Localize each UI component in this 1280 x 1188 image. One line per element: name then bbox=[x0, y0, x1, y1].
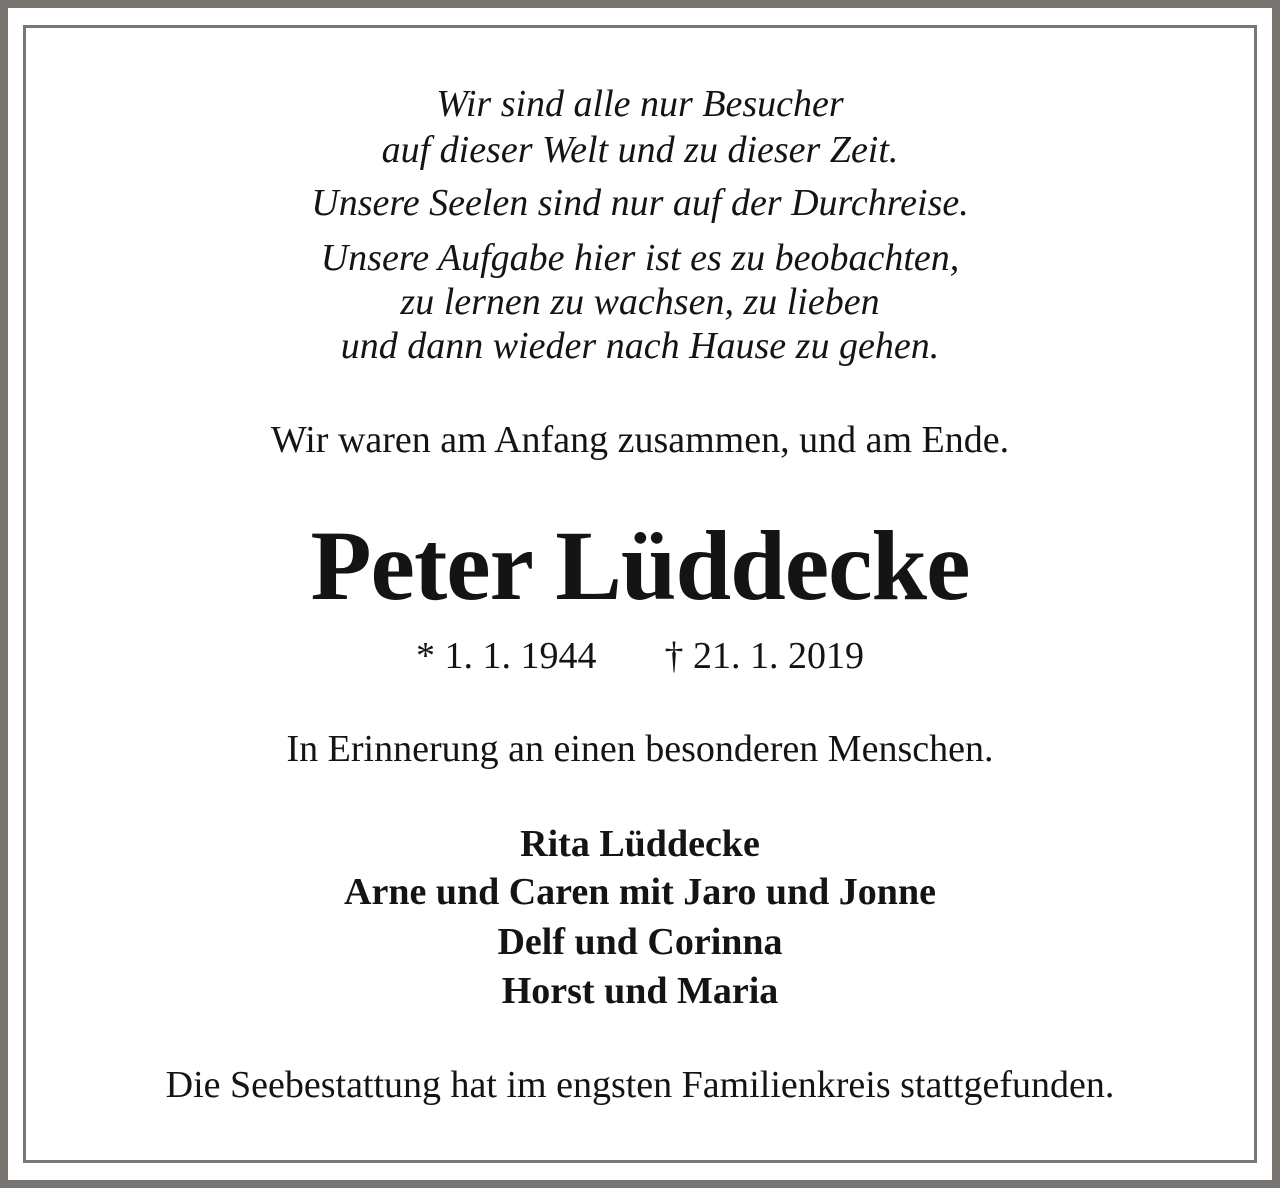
poem-line-3: Unsere Seelen sind nur auf der Durchreise. bbox=[311, 182, 969, 224]
poem-line-2: auf dieser Welt und zu dieser Zeit. bbox=[381, 129, 899, 171]
poem-line-4: Unsere Aufgabe hier ist es zu beobachten, bbox=[320, 237, 960, 279]
poem-line-6: und dann wieder nach Hause zu gehen. bbox=[340, 325, 940, 367]
together-line: Wir waren am Anfang zusammen, und am Ende. bbox=[270, 419, 1010, 461]
burial-note: Die Seebestattung hat im engsten Familienkreis stattgefunden. bbox=[165, 1064, 1115, 1106]
death-date: † 21. 1. 2019 bbox=[664, 635, 864, 677]
mourner-2: Arne und Caren mit Jaro und Jonne bbox=[344, 871, 936, 913]
mourner-3: Delf und Corinna bbox=[497, 921, 783, 963]
life-dates bbox=[0, 634, 1280, 678]
deceased-name: Peter Lüddecke bbox=[310, 510, 970, 621]
poem-line-5: zu lernen zu wachsen, zu lieben bbox=[400, 281, 880, 323]
remembrance-line: In Erinnerung an einen besonderen Menschen. bbox=[286, 728, 994, 770]
mourner-1: Rita Lüddecke bbox=[520, 823, 760, 865]
poem-line-1: Wir sind alle nur Besucher bbox=[436, 83, 844, 125]
mourner-4: Horst und Maria bbox=[501, 970, 779, 1012]
birth-date: * 1. 1. 1944 bbox=[416, 635, 597, 677]
